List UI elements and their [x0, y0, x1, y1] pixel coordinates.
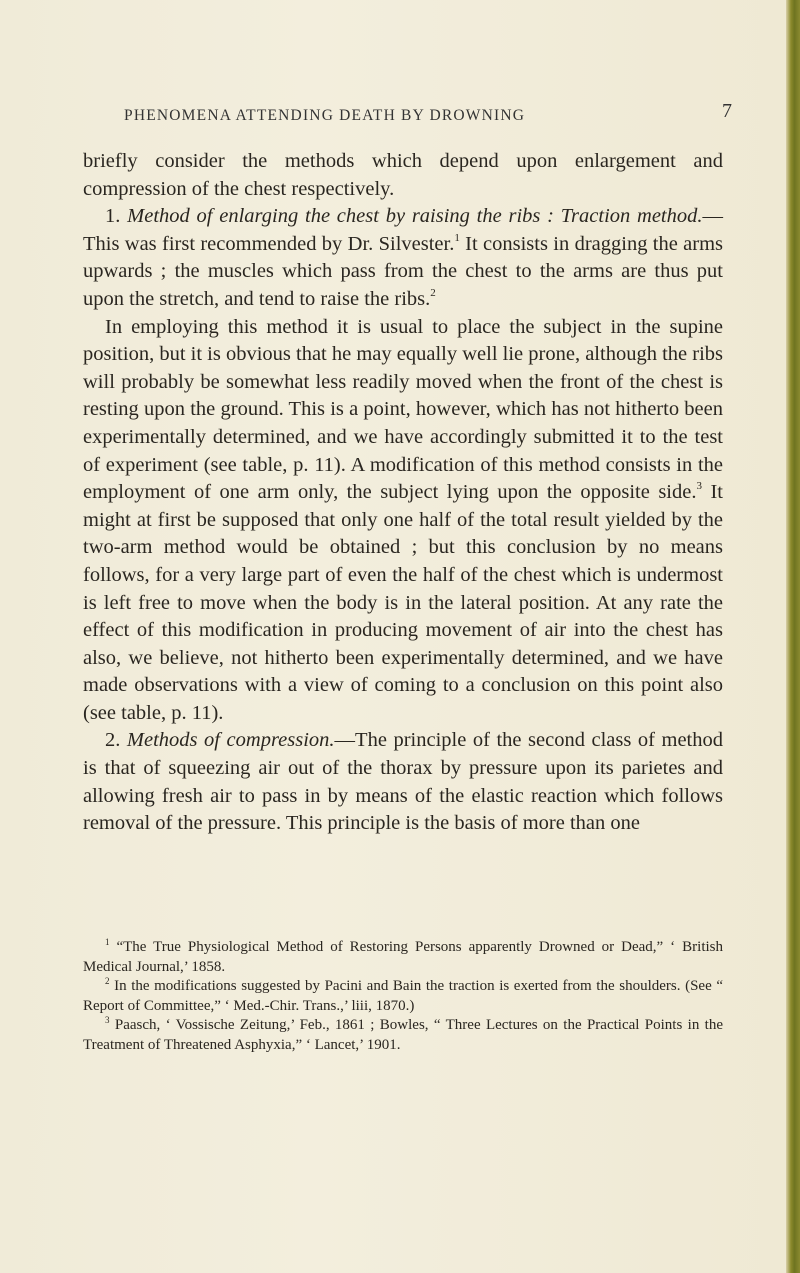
footnote-ref: 1 — [454, 231, 460, 244]
footnote: $^1$ “The True Physiological Method of Restoring Persons apparently Drowned or Dead,” ‘ British Medical Journal,’ 1858. — [83, 937, 723, 975]
paragraph-prone-position: In employing this method it is usual to place the subject in the supine position, but it is obvious that he may equally well lie prone, although the ribs will probably be somewhat less readily moved when the front of the chest is resting upon the ground. This is a point, however, which has not hitherto been experimentally determined, and we have accordingly submitted it to the test of experiment (see table, p. 11). A modification of this method consists in the employment of one arm only, the subject lying upon the opposite side.$^3$ It might at first be supposed that only one half of the total result yielded by the two-arm method would be obtained ; but this conclusion by no means follows, for a very large part of even the half of the chest which is undermost is left free to move when the body is in the lateral position. At any rate the effect of this modification in producing movement of air into the chest has also, we believe, not hitherto been experimentally determined, and we have made observations with a view of coming to a conclusion on this point also (see table, p. 11). — [83, 315, 723, 724]
section-number: 1. — [105, 205, 128, 228]
paragraph-compression-method: 2. Methods of compression.—The principle of the second class of method is that of squeezing air out of the thorax by pressure upon its parietes and allowing fresh air to pass in by means of the elastic reaction which follows removal of the pressure. This principle is the basis of more than one — [83, 729, 724, 835]
page-edge — [786, 0, 800, 1273]
paragraph-traction-method: 1. Method of enlarging the chest by raising the ribs : Traction method.—This was first recommended by Dr. Silvester.$^1$ It consists in dragging the arms upwards ; the muscles which pass from the chest to the arms are thus put upon the stretch, and tend to raise the ribs.$^2$ — [83, 205, 724, 310]
section-number: 2. — [105, 729, 127, 752]
footnote-ref: 3 — [696, 480, 702, 493]
footnote: $^3$ Paasch, ‘ Vossische Zeitung,’ Feb., 1861 ; Bowles, “ Three Lectures on the Practical Points in the Treatment of Threatened Asphyxia,” ‘ Lancet,’ 1901. — [83, 1015, 723, 1053]
main-text — [83, 148, 723, 838]
running-title: PHENOMENA ATTENDING DEATH BY DROWNING — [124, 107, 526, 124]
footnote-ref: 2 — [430, 286, 436, 299]
footnotes — [83, 938, 723, 1056]
section-heading: Methods of compression. — [126, 729, 335, 752]
footnote: $^2$ In the modifications suggested by Pacini and Bain the traction is exerted from the shoulders. (See “ Report of Committee,” ‘ Med.-Chir. Trans.,’ liii, 1870.) — [83, 976, 723, 1014]
paragraph-intro: briefly consider the methods which depend upon enlargement and compression of the chest respectively. — [83, 150, 723, 200]
page-number: 7 — [722, 100, 732, 122]
section-heading: Method of enlarging the chest by raising the ribs : Traction method. — [127, 205, 703, 228]
